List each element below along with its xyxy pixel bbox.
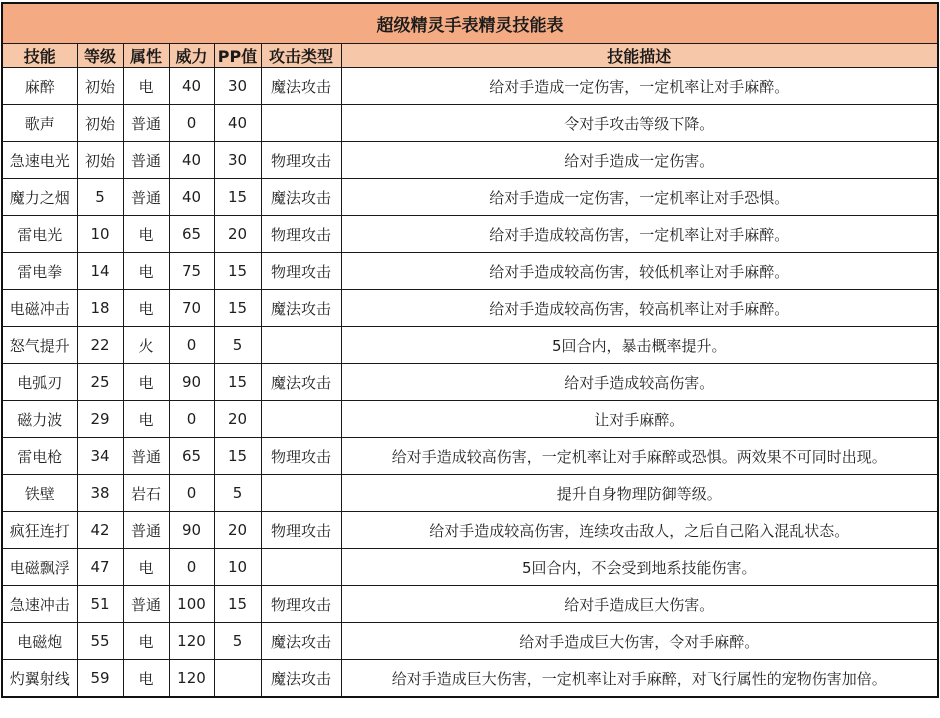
cell-attribute: 电 xyxy=(123,364,169,401)
cell-level: 25 xyxy=(77,364,123,401)
cell-level: 10 xyxy=(77,216,123,253)
cell-pp: 20 xyxy=(214,216,261,253)
cell-skill: 电弧刃 xyxy=(2,364,77,401)
cell-attribute: 普通 xyxy=(123,586,169,623)
cell-attack-type: 魔法攻击 xyxy=(261,179,341,216)
cell-attribute: 电 xyxy=(123,68,169,105)
cell-attribute: 电 xyxy=(123,290,169,327)
cell-level: 47 xyxy=(77,549,123,586)
cell-description: 给对手造成较高伤害。 xyxy=(341,364,938,401)
cell-pp: 10 xyxy=(214,549,261,586)
cell-level: 18 xyxy=(77,290,123,327)
cell-attack-type: 魔法攻击 xyxy=(261,68,341,105)
cell-level: 初始 xyxy=(77,142,123,179)
cell-skill: 磁力波 xyxy=(2,401,77,438)
table-row xyxy=(2,364,938,401)
cell-attack-type xyxy=(261,327,341,364)
cell-attribute: 普通 xyxy=(123,142,169,179)
cell-power: 100 xyxy=(169,586,214,623)
table-row xyxy=(2,290,938,327)
cell-power: 0 xyxy=(169,549,214,586)
cell-pp: 15 xyxy=(214,253,261,290)
cell-attack-type xyxy=(261,105,341,142)
cell-description: 令对手攻击等级下降。 xyxy=(341,105,938,142)
table-row xyxy=(2,142,938,179)
cell-pp: 30 xyxy=(214,68,261,105)
header-power: 威力 xyxy=(169,44,214,68)
cell-attack-type: 物理攻击 xyxy=(261,586,341,623)
cell-power: 70 xyxy=(169,290,214,327)
cell-skill: 魔力之烟 xyxy=(2,179,77,216)
cell-description: 给对手造成较高伤害，一定机率让对手麻醉或恐惧。两效果不可同时出现。 xyxy=(341,438,938,475)
cell-power: 0 xyxy=(169,401,214,438)
cell-attack-type xyxy=(261,475,341,512)
cell-attack-type: 物理攻击 xyxy=(261,216,341,253)
cell-attribute: 岩石 xyxy=(123,475,169,512)
cell-pp: 5 xyxy=(214,475,261,512)
cell-skill: 急速电光 xyxy=(2,142,77,179)
table-row xyxy=(2,68,938,105)
cell-attribute: 电 xyxy=(123,660,169,698)
cell-skill: 雷电枪 xyxy=(2,438,77,475)
cell-attribute: 电 xyxy=(123,216,169,253)
cell-description: 给对手造成巨大伤害，一定机率让对手麻醉，对飞行属性的宠物伤害加倍。 xyxy=(341,660,938,698)
table-row xyxy=(2,105,938,142)
table-row xyxy=(2,327,938,364)
cell-level: 55 xyxy=(77,623,123,660)
cell-power: 75 xyxy=(169,253,214,290)
cell-pp xyxy=(214,660,261,698)
cell-attack-type xyxy=(261,549,341,586)
table-row xyxy=(2,512,938,549)
cell-pp: 5 xyxy=(214,327,261,364)
cell-attribute: 普通 xyxy=(123,438,169,475)
cell-attack-type: 魔法攻击 xyxy=(261,364,341,401)
cell-description: 给对手造成巨大伤害，令对手麻醉。 xyxy=(341,623,938,660)
cell-description: 给对手造成较高伤害，连续攻击敌人，之后自己陷入混乱状态。 xyxy=(341,512,938,549)
header-attribute: 属性 xyxy=(123,44,169,68)
cell-attack-type: 物理攻击 xyxy=(261,512,341,549)
cell-power: 40 xyxy=(169,142,214,179)
cell-attribute: 电 xyxy=(123,623,169,660)
cell-power: 65 xyxy=(169,216,214,253)
cell-description: 给对手造成较高伤害，一定机率让对手麻醉。 xyxy=(341,216,938,253)
cell-pp: 40 xyxy=(214,105,261,142)
cell-skill: 电磁飘浮 xyxy=(2,549,77,586)
cell-attack-type: 物理攻击 xyxy=(261,142,341,179)
cell-attack-type: 物理攻击 xyxy=(261,253,341,290)
table-row xyxy=(2,549,938,586)
header-attack-type: 攻击类型 xyxy=(261,44,341,68)
cell-pp: 15 xyxy=(214,586,261,623)
cell-power: 120 xyxy=(169,660,214,698)
cell-level: 59 xyxy=(77,660,123,698)
table-row xyxy=(2,401,938,438)
skill-table xyxy=(1,2,939,698)
cell-description: 给对手造成一定伤害，一定机率让对手恐惧。 xyxy=(341,179,938,216)
cell-attack-type: 魔法攻击 xyxy=(261,290,341,327)
cell-level: 29 xyxy=(77,401,123,438)
cell-attribute: 电 xyxy=(123,253,169,290)
cell-level: 38 xyxy=(77,475,123,512)
cell-power: 0 xyxy=(169,327,214,364)
cell-level: 51 xyxy=(77,586,123,623)
cell-pp: 20 xyxy=(214,401,261,438)
table-row xyxy=(2,438,938,475)
cell-description: 提升自身物理防御等级。 xyxy=(341,475,938,512)
header-level: 等级 xyxy=(77,44,123,68)
header-description: 技能描述 xyxy=(341,44,938,68)
cell-attribute: 普通 xyxy=(123,105,169,142)
cell-level: 42 xyxy=(77,512,123,549)
cell-skill: 歌声 xyxy=(2,105,77,142)
table-row xyxy=(2,623,938,660)
cell-description: 给对手造成巨大伤害。 xyxy=(341,586,938,623)
cell-attack-type: 魔法攻击 xyxy=(261,623,341,660)
cell-power: 0 xyxy=(169,475,214,512)
cell-attribute: 电 xyxy=(123,549,169,586)
cell-attribute: 普通 xyxy=(123,512,169,549)
cell-attack-type: 魔法攻击 xyxy=(261,660,341,698)
table-row xyxy=(2,253,938,290)
cell-level: 初始 xyxy=(77,68,123,105)
cell-skill: 电磁冲击 xyxy=(2,290,77,327)
cell-pp: 15 xyxy=(214,179,261,216)
cell-pp: 15 xyxy=(214,290,261,327)
table-row xyxy=(2,179,938,216)
cell-power: 90 xyxy=(169,364,214,401)
cell-level: 初始 xyxy=(77,105,123,142)
cell-description: 给对手造成一定伤害。 xyxy=(341,142,938,179)
cell-description: 5回合内，不会受到地系技能伤害。 xyxy=(341,549,938,586)
cell-description: 给对手造成一定伤害，一定机率让对手麻醉。 xyxy=(341,68,938,105)
title-row xyxy=(2,3,938,44)
table-row xyxy=(2,660,938,698)
cell-attribute: 普通 xyxy=(123,179,169,216)
cell-skill: 急速冲击 xyxy=(2,586,77,623)
table-row xyxy=(2,216,938,253)
cell-skill: 电磁炮 xyxy=(2,623,77,660)
cell-description: 5回合内，暴击概率提升。 xyxy=(341,327,938,364)
cell-description: 给对手造成较高伤害，较低机率让对手麻醉。 xyxy=(341,253,938,290)
cell-description: 让对手麻醉。 xyxy=(341,401,938,438)
table-row xyxy=(2,475,938,512)
cell-skill: 麻醉 xyxy=(2,68,77,105)
cell-power: 40 xyxy=(169,68,214,105)
header-skill: 技能 xyxy=(2,44,77,68)
cell-level: 34 xyxy=(77,438,123,475)
cell-pp: 20 xyxy=(214,512,261,549)
cell-level: 14 xyxy=(77,253,123,290)
cell-skill: 雷电拳 xyxy=(2,253,77,290)
cell-skill: 雷电光 xyxy=(2,216,77,253)
table-row xyxy=(2,586,938,623)
cell-level: 5 xyxy=(77,179,123,216)
header-pp: PP值 xyxy=(214,44,261,68)
cell-attack-type: 物理攻击 xyxy=(261,438,341,475)
cell-skill: 怒气提升 xyxy=(2,327,77,364)
cell-pp: 15 xyxy=(214,364,261,401)
cell-power: 65 xyxy=(169,438,214,475)
cell-level: 22 xyxy=(77,327,123,364)
cell-attribute: 火 xyxy=(123,327,169,364)
header-row xyxy=(2,44,938,68)
cell-description: 给对手造成较高伤害，较高机率让对手麻醉。 xyxy=(341,290,938,327)
table-title: 超级精灵手表精灵技能表 xyxy=(2,3,938,44)
cell-skill: 灼翼射线 xyxy=(2,660,77,698)
cell-attack-type xyxy=(261,401,341,438)
cell-skill: 铁壁 xyxy=(2,475,77,512)
cell-pp: 5 xyxy=(214,623,261,660)
cell-power: 0 xyxy=(169,105,214,142)
cell-skill: 疯狂连打 xyxy=(2,512,77,549)
cell-power: 120 xyxy=(169,623,214,660)
cell-attribute: 电 xyxy=(123,401,169,438)
cell-pp: 30 xyxy=(214,142,261,179)
cell-pp: 15 xyxy=(214,438,261,475)
cell-power: 40 xyxy=(169,179,214,216)
cell-power: 90 xyxy=(169,512,214,549)
